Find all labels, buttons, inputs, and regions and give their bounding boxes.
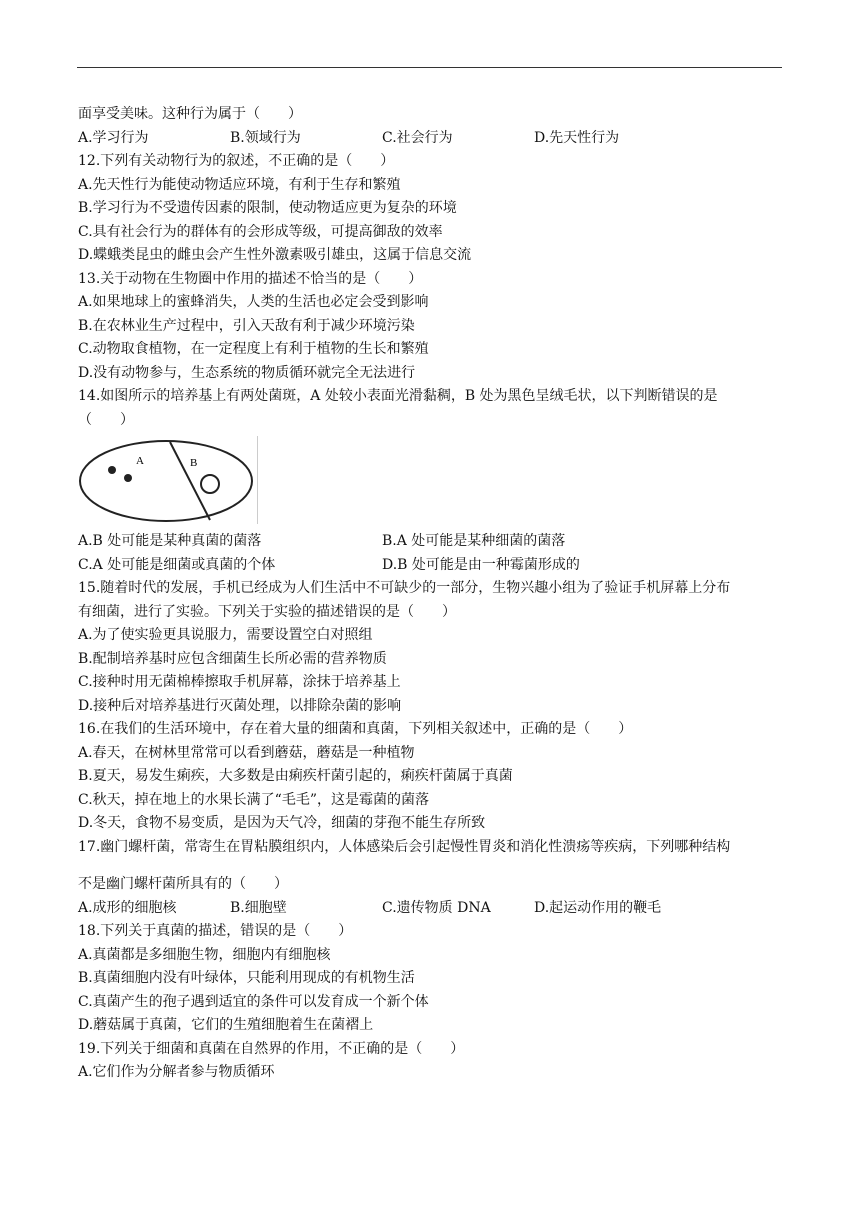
text-line: B.真菌细胞内没有叶绿体，只能利用现成的有机物生活: [78, 970, 415, 986]
header-rule: [77, 67, 782, 68]
text-line: 18.下列关于真菌的描述，错误的是（ ）: [78, 923, 353, 939]
text-line: 不是幽门螺杆菌所具有的（ ）: [78, 876, 288, 892]
text-line: D.蘑菇属于真菌，它们的生殖细胞着生在菌褶上: [78, 1017, 374, 1033]
text-line: A.春天，在树林里常常可以看到蘑菇，蘑菇是一种植物: [78, 744, 415, 761]
text-line: C.动物取食植物，在一定程度上有利于植物的生长和繁殖: [78, 341, 429, 357]
q14-options-row-2: [78, 554, 790, 578]
text-line: A.如果地球上的蜜蜂消失，人类的生活也必定会受到影响: [78, 294, 429, 310]
q14-option-b: B.A 处可能是某种细菌的菌落: [382, 533, 566, 549]
text-line: B.在农林业生产过程中，引入天敌有利于减少环境污染: [78, 317, 415, 334]
text-line: B.学习行为不受遗传因素的限制，使动物适应更为复杂的环境: [78, 200, 457, 216]
q14-option-c: C.A 处可能是细菌或真菌的个体: [78, 556, 276, 573]
text-line: C.具有社会行为的群体有的会形成等级，可提高御敌的效率: [78, 223, 443, 240]
text-line: 15.随着时代的发展，手机已经成为人们生活中不可缺少的一部分，生物兴趣小组为了验证手机屏幕上分布: [78, 580, 731, 596]
label-a: A: [136, 455, 144, 467]
text-line: 面享受美味。这种行为属于（ ）: [78, 106, 302, 122]
q11-option-d: D.先天性行为: [534, 129, 620, 146]
text-line: 13.关于动物在生物圈中作用的描述不恰当的是（ ）: [78, 270, 423, 287]
text-line: C.秋天，掉在地上的水果长满了“毛毛”，这是霉菌的菌落: [78, 791, 429, 808]
colony-a-dot-1: [108, 466, 116, 474]
dish-outline: [80, 441, 252, 521]
text-line: D.蝶蛾类昆虫的雌虫会产生性外激素吸引雄虫，这属于信息交流: [78, 247, 472, 263]
text-line: A.真菌都是多细胞生物，细胞内有细胞核: [78, 946, 331, 963]
q17-option-d: D.起运动作用的鞭毛: [534, 899, 662, 916]
figure-border: [257, 436, 258, 524]
dish-divider: [170, 442, 210, 520]
q11-option-c: C.社会行为: [382, 129, 453, 146]
q14-options-row-1: [78, 530, 790, 554]
text-line: （ ）: [78, 411, 134, 428]
q14-option-a: A.B 处可能是某种真菌的菌落: [78, 533, 262, 549]
text-line: 12.下列有关动物行为的叙述，不正确的是（ ）: [78, 153, 395, 169]
text-line: 17.幽门螺杆菌，常寄生在胃粘膜组织内，人体感染后会引起慢性胃炎和消化性溃疡等疾病，下列哪种结构: [78, 838, 731, 855]
text-line: 有细菌，进行了实验。下列关于实验的描述错误的是（ ）: [78, 603, 456, 620]
text-line: C.真菌产生的孢子遇到适宜的条件可以发育成一个新个体: [78, 993, 429, 1010]
text-line: 19.下列关于细菌和真菌在自然界的作用，不正确的是（ ）: [78, 1040, 465, 1057]
q17-options: [78, 897, 790, 921]
text-line: A.为了使实验更具说服力，需要设置空白对照组: [78, 627, 373, 643]
colony-a-dot-2: [124, 474, 132, 482]
petri-dish-diagram: [78, 436, 258, 526]
q17-option-a: A.成形的细胞核: [78, 899, 177, 916]
colony-b-circle: [201, 475, 219, 493]
text-line: D.冬天，食物不易变质，是因为天气冷，细菌的芽孢不能生存所致: [78, 815, 486, 831]
text-line: B.配制培养基时应包含细菌生长所必需的营养物质: [78, 650, 387, 667]
page-break-mark: [78, 859, 790, 873]
q11-options: [78, 127, 790, 151]
text-line: C.接种时用无菌棉棒擦取手机屏幕，涂抹于培养基上: [78, 674, 401, 690]
text-line: D.接种后对培养基进行灭菌处理，以排除杂菌的影响: [78, 697, 402, 714]
q11-option-b: B.领域行为: [230, 129, 301, 146]
text-line: D.没有动物参与，生态系统的物质循环就完全无法进行: [78, 364, 416, 381]
q17-option-b: B.细胞壁: [230, 899, 287, 916]
q14-option-d: D.B 处可能是由一种霉菌形成的: [382, 556, 580, 573]
q11-option-a: A.学习行为: [78, 129, 149, 146]
text-line: 16.在我们的生活环境中，存在着大量的细菌和真菌，下列相关叙述中，正确的是（ ）: [78, 721, 633, 737]
text-line: B.夏天，易发生痢疾，大多数是由痢疾杆菌引起的，痢疾杆菌属于真菌: [78, 768, 513, 784]
document-body: [78, 103, 790, 1085]
label-b: B: [190, 457, 198, 469]
text-line: A.先天性行为能使动物适应环境，有利于生存和繁殖: [78, 176, 401, 193]
petri-dish-figure: [78, 436, 258, 526]
text-line: A.它们作为分解者参与物质循环: [78, 1064, 275, 1080]
text-line: 14.如图所示的培养基上有两处菌斑，A 处较小表面光滑黏稠，B 处为黑色呈绒毛状，以下判断错误的是: [78, 388, 718, 404]
q17-option-c: C.遗传物质 DNA: [382, 899, 491, 916]
